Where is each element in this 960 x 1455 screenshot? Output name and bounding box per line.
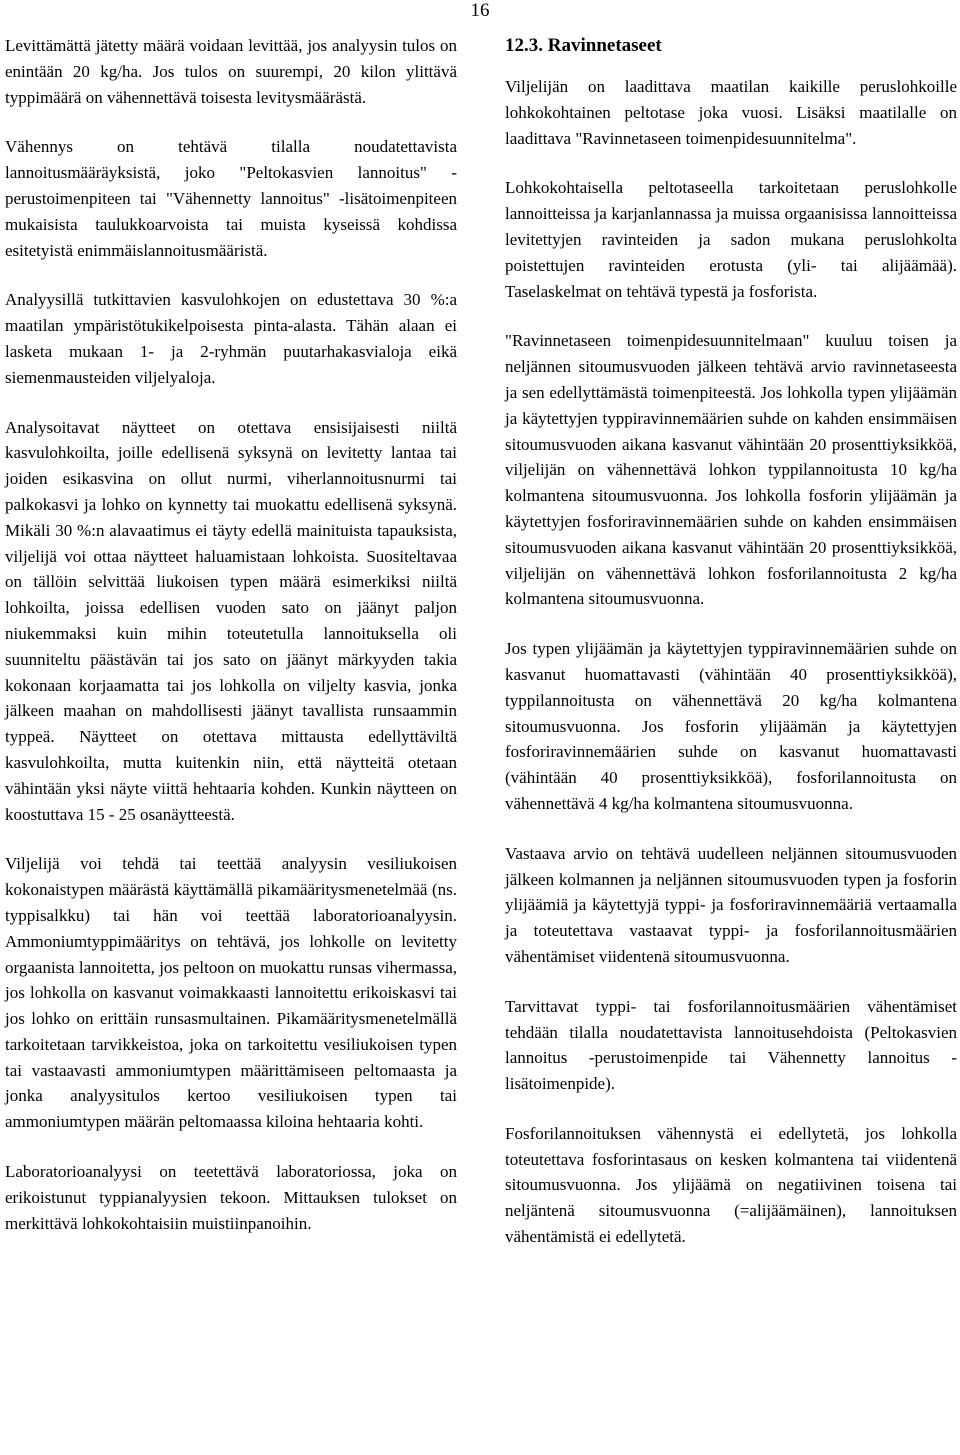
page-number: 16 (470, 0, 490, 21)
section-heading: 12.3. Ravinnetaseet (505, 35, 662, 56)
body-paragraph: Fosforilannoituksen vähennystä ei edellytetä, jos lohkolla toteutettava fosforintasaus on kesken kolmantena tai viidentenä sitoumusvuonna. Jos ylijäämä on negatiivinen toisena tai neljäntenä sitoumusvuonna (=alijäämäinen), lannoituksen vähentämistä ei edellytetä. (505, 1123, 957, 1247)
right-column (505, 33, 957, 1274)
body-paragraph: Analysoitavat näytteet on otettava ensisijaisesti niiltä kasvulohkoilta, joille edellisenä syksynä on levitetty lantaa tai joiden esikasvina on ollut nurmi, viherlannoitusnurmi tai palkokasvi ja lohko on kynnetty tai muokattu edellisenä syksynä. Mikäli 30 %:n alavaatimus ei täyty edellä mainituista tapauksista, viljelijä voi ottaa näytteet haluamistaan lohkoista. Suositeltavaa on tällöin selvittää liukoisen typen määrä esimerkiksi niiltä lohkoilta, joissa edellisen vuoden sato on jäänyt paljon niukemmaksi kuin mihin toteutetulla lannoituksella oli suunniteltu päästävän tai jos sato on jäänyt märkyyden takia kokonaan korjaamatta tai jos lohkolla on viljelty kasvia, jonka jälkeen maahan on mahdollisesti jäänyt tavallista runsaammin typpeä. Näytteet on otettava mittausta edellyttäviltä kasvulohkoilta, mutta kuitenkin niin, että näytteitä otetaan vähintään yksi näyte viittä hehtaaria kohden. Kunkin näytteen on koostuttava 15 - 25 osanäytteestä. (5, 417, 457, 824)
body-paragraph: Viljelijä voi tehdä tai teettää analyysin vesiliukoisen kokonaistypen määrästä käyttämällä pikamääritysmenetelmää (ns. typpisalkku) tai hän voi teettää laboratorioanalyysin. Ammoniumtyppimääritys on tehtävä, jos lohkolle on levitetty orgaanista lannoitetta, jos peltoon on muokattu runsas vihermassa, jos lohkolla on kasvanut voimakkaasti lannoitettu erikoiskasvi tai jos lohko on erittäin runsasmultainen. Pikamääritysmenetelmällä tarkoitetaan tarvikkeistoa, joka on tarkoitettu vesiliukoisen typen tai vastaavasti ammoniumtypen määrittämiseen peltomaasta ja jonka analyysitulos kertoo vesiliukoisen typen tai ammoniumtypen määrän peltomaassa kiloina hehtaaria kohti. (5, 854, 457, 1132)
body-paragraph: "Ravinnetaseen toimenpidesuunnitelmaan" kuuluu toisen ja neljännen sitoumusvuoden jälkeen tehtävä arvio ravinnetaseesta ja sen edellyttämästä toimenpiteestä. Jos lohkolla typen ylijäämän ja käytettyjen typpiravinnemäärien suhde on kahden ensimmäisen sitoumusvuoden aikana kasvanut vähintään 20 prosenttiyksikköä, viljelijän on vähennettävä lohkon typpilannoitusta 10 kg/ha kolmantena sitoumusvuonna. Jos lohkolla fosforin ylijäämän ja käytettyjen fosforiravinnemäärien suhde on kahden ensimmäisen sitoumusvuoden aikana kasvanut vähintään 20 prosenttiyksikköä, viljelijän on vähennettävä lohkon fosforilannoitusta 2 kg/ha kolmantena sitoumusvuonna. (505, 331, 957, 609)
body-paragraph: Jos typen ylijäämän ja käytettyjen typpiravinnemäärien suhde on kasvanut huomattavasti (vähintään 40 prosenttiyksikköä), typpilannoitusta on vähennettävä 20 kg/ha kolmantena sitoumusvuonna. Jos fosforin ylijäämän ja käytettyjen fosforiravinnemäärien suhde on kasvanut huomattavasti (vähintään 40 prosenttiyksikköä), fosforilannoitusta on vähennettävä 4 kg/ha kolmantena sitoumusvuonna. (505, 639, 957, 813)
body-paragraph: Lohkokohtaisella peltotaseella tarkoitetaan peruslohkolle lannoitteissa ja karjanlannassa ja muissa orgaanisissa lannoitteissa levitettyjen ravinteiden ja sadon mukana peruslohkolta poistettujen ravinteiden erotusta (yli- tai alijäämää). Taselaskelmat on tehtävä typestä ja fosforista. (505, 178, 957, 301)
body-paragraph: Vähennys on tehtävä tilalla noudatettavista lannoitusmääräyksistä, joko "Peltokasvien lannoitus" -perustoimenpiteen tai "Vähennetty lannoitus" -lisätoimenpiteen mukaisista taulukkoarvoista tai muista kyseissä kohdissa esitetyistä enimmäislannoitusmääristä. (5, 137, 457, 260)
body-paragraph: Levittämättä jätetty määrä voidaan levittää, jos analyysin tulos on enintään 20 kg/ha. Jos tulos on suurempi, 20 kilon ylittävä typpimäärä on vähennettävä toisesta levitysmäärästä. (5, 36, 457, 107)
body-paragraph: Analyysillä tutkittavien kasvulohkojen on edustettava 30 %:a maatilan ympäristötukikelpoisesta pinta-alasta. Tähän alaan ei lasketa mukaan 1- ja 2-ryhmän puutarhakasvialoja eikä siemenmausteiden viljelyaloja. (5, 290, 457, 387)
body-paragraph: Tarvittavat typpi- tai fosforilannoitusmäärien vähentämiset tehdään tilalla noudatettavista lannoitusehdoista (Peltokasvien lannoitus -perustoimenpide tai Vähennetty lannoitus -lisätoimenpide). (505, 996, 957, 1094)
body-paragraph: Viljelijän on laadittava maatilan kaikille peruslohkoille lohkokohtainen peltotase joka vuosi. Lisäksi maatilalle on laadittava "Ravinnetaseen toimenpidesuunnitelma". (505, 77, 957, 148)
body-paragraph: Vastaava arvio on tehtävä uudelleen neljännen sitoumusvuoden jälkeen kolmannen ja neljännen sitoumusvuoden typen ja fosforin ylijäämiä ja käytettyjä typpi- ja fosforiravinnemääriä vertaamalla ja toteutettava vastaavat typpi- ja fosforilannoitusmäärien vähentämiset viidentenä sitoumusvuonna. (505, 843, 957, 966)
left-column (5, 33, 457, 1260)
body-paragraph: Laboratorioanalyysi on teetettävä laboratoriossa, joka on erikoistunut typpianalyysien tekoon. Mittauksen tulokset on merkittävä lohkokohtaisiin muistiinpanoihin. (5, 1162, 457, 1233)
